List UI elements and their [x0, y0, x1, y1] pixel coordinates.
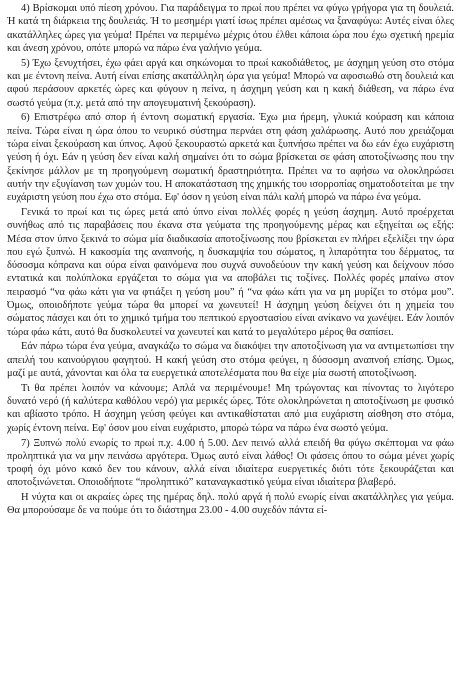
paragraph-morning-taste: Γενικά το πρωί και τις ώρες μετά από ύπνο είναι πολλές φορές η γεύση άσχημη. Αυτό προέρχεται συνήθως από τις παραβάσεις που έκανα στα γεύματα της προηγούμενης μέρας και εξηγείται ως εξής: Μέσα στον ύπνο ξεκινά το σώμα μία διαδικασία αποτοξίνωσης που βρίσκεται εν πλήρει εξελίξει την ώρα που εγώ ξυπνώ. Η κακοσμία της αναπνοής, η δυσκαμψία του σώματος, η λιπαρότητα του δέρματος, τα δύσοσμα κόπρανα και ούρα είναι φαινόμενα που συχνά συνοδεύουν την κακή γεύση και δείχνουν πόσο εντατικά και πολύπλοκα εργάζεται το σώμα για να αποβάλει τις τοξίνες. Πολλές φορές μπαίνω στον πειρασμό “να φάω κάτι για να φτιάξει η γεύση μου” ή “να φάω κάτι για να μη μυρίζει το στόμα μου”. Όμως, οποιοδήποτε γεύμα τώρα θα μπορεί να χωνευτεί! Η άσχημη γεύση δείχνει ότι η χημεία του σώματος πάσχει και ότι το χημικό τμήμα του πεπτικού εργοστασίου είναι ανίκανο να χωνέψει. Εάν λοιπόν τώρα φάω κάτι, αυτό θα δυσκολευτεί να χωνευτεί και κατά το μεγαλύτερο μέρος θα σαπίσει. [7, 206, 454, 338]
paragraph-eating-now: Εάν πάρω τώρα ένα γεύμα, αναγκάζω το σώμα να διακόψει την αποτοξίνωση για να αντιμετωπίσει την απειλή του καινούργιου φαγητού. Η κακή γεύση στο στόμα φεύγει, η δύσοσμη αναπνοή επίσης. Όμως, μαζί με αυτά, χάνονται και όλα τα ευεργετικά αποτελέσματα που θα είχε μία σωστή αποτοξίνωση. [7, 341, 454, 380]
paragraph-item-5: 5) Έχω ξενυχτήσει, έχω φάει αργά και σηκώνομαι το πρωί κακοδιάθετος, με άσχημη γεύση στο στόμα και με έντονη πείνα. Αυτή είναι επίσης ακατάλληλη ώρα για γεύμα! Μπορώ να αφοσιωθώ στη δουλειά και αφού περάσουν αρκετές ώρες και φύγουν η πείνα, η άσχημη γεύση και η κακή διάθεση, να πάρω ένα σωστό γεύμα (π.χ. μετά από την απογευματινή ξεκούραση). [7, 57, 454, 109]
paragraph-what-to-do: Τι θα πρέπει λοιπόν να κάνουμε; Απλά να περιμένουμε! Μη τρώγοντας και πίνοντας το λιγότερο δυνατό νερό (ή καλύτερα καθόλου νερό) για μερικές ώρες. Τότε ολοκληρώνεται η αποτοξίνωση με φυσικό και αβίαστο τρόπο. Η άσχημη γεύση φεύγει και αντικαθίσταται από μια ευχάριστη αίσθηση στο στόμα, χωρίς έντονη πείνα. Εφ' όσον μου είναι ευχάριστο, μπορώ τώρα να πάρω ένα σωστό γεύμα. [7, 382, 454, 434]
paragraph-item-6: 6) Επιστρέφω από σπορ ή έντονη σωματική εργασία. Έχω μια ήρεμη, γλυκιά κούραση και κάποια πείνα. Τώρα είναι η ώρα όπου το νευρικό σύστημα περνάει στη φάση χαλάρωσης. Αυτό που χρειάζομαι τώρα είναι ξεκούραση και ύπνος. Αφού ξεκουραστώ αρκετά και ξυπνήσω πρέπει να δω εάν έχω ευχάριστη γεύση ή όχι. Εάν η γεύση δεν είναι καλή σημαίνει ότι το σώμα βρίσκεται σε φάση αποτοξίνωσης που την ξεκίνησε μάλλον με τη προηγούμενη σωματική δραστηριότητα. Πρέπει να το αφήσω να ολοκληρώσει αυτήν την εξυγίανση των χυμών του. Η αποκατάσταση της χημικής του ισορροπίας σηματοδοτείται με την ευχάριστη γεύση που έχω στο στόμα. Εφ' όσον η γεύση είναι πάλι καλή μπορώ να πάρω ένα γεύμα. [7, 112, 454, 204]
paragraph-item-4: 4) Βρίσκομαι υπό πίεση χρόνου. Για παράδειγμα το πρωί που πρέπει να φύγω γρήγορα για τη δουλειά. Ή κατά τη διάρκεια της δουλειάς. Ή το μεσημέρι γιατί ίσως πρέπει αμέσως να ξαναφύγω: Αυτές είναι όλες ακατάλληλες ώρες για γεύμα! Πρέπει να περιμένω μέχρις ότου έλθει κάποια ώρα που έχω σχετική ηρεμία και άνεση χρόνου, οπότε μπορώ να πάρω ένα γαλήνιο γεύμα. [7, 3, 454, 54]
document-page [7, 2, 454, 680]
paragraph-item-7: 7) Ξυπνώ πολύ ενωρίς το πρωί π.χ. 4.00 ή 5.00. Δεν πεινώ αλλά επειδή θα φύγω σκέπτομαι να φάω προληπτικά για να μην πεινάσω αργότερα. Όμως αυτό είναι λάθος! Οι φάσεις όπου το σώμα μένει χωρίς τροφή όχι μόνο κακό δεν του κάνουν, αλλά είναι ιδιαίτερα ευεργετικές διότι τότε ξεκουράζεται και αποτοξινώνεται. Οποιοδήποτε “προληπτικό” καταναγκαστικό γεύμα είναι ιδιαίτερα βλαβερό. [7, 437, 454, 489]
paragraph-night-hours: Η νύχτα και οι ακραίες ώρες της ημέρας δηλ. πολύ αργά ή πολύ ενωρίς είναι ακατάλληλες για γεύμα. Θα μπορούσαμε δε να πούμε ότι το διάστημα 23.00 - 4.00 συχεδόν πάντα εί- [7, 492, 454, 517]
